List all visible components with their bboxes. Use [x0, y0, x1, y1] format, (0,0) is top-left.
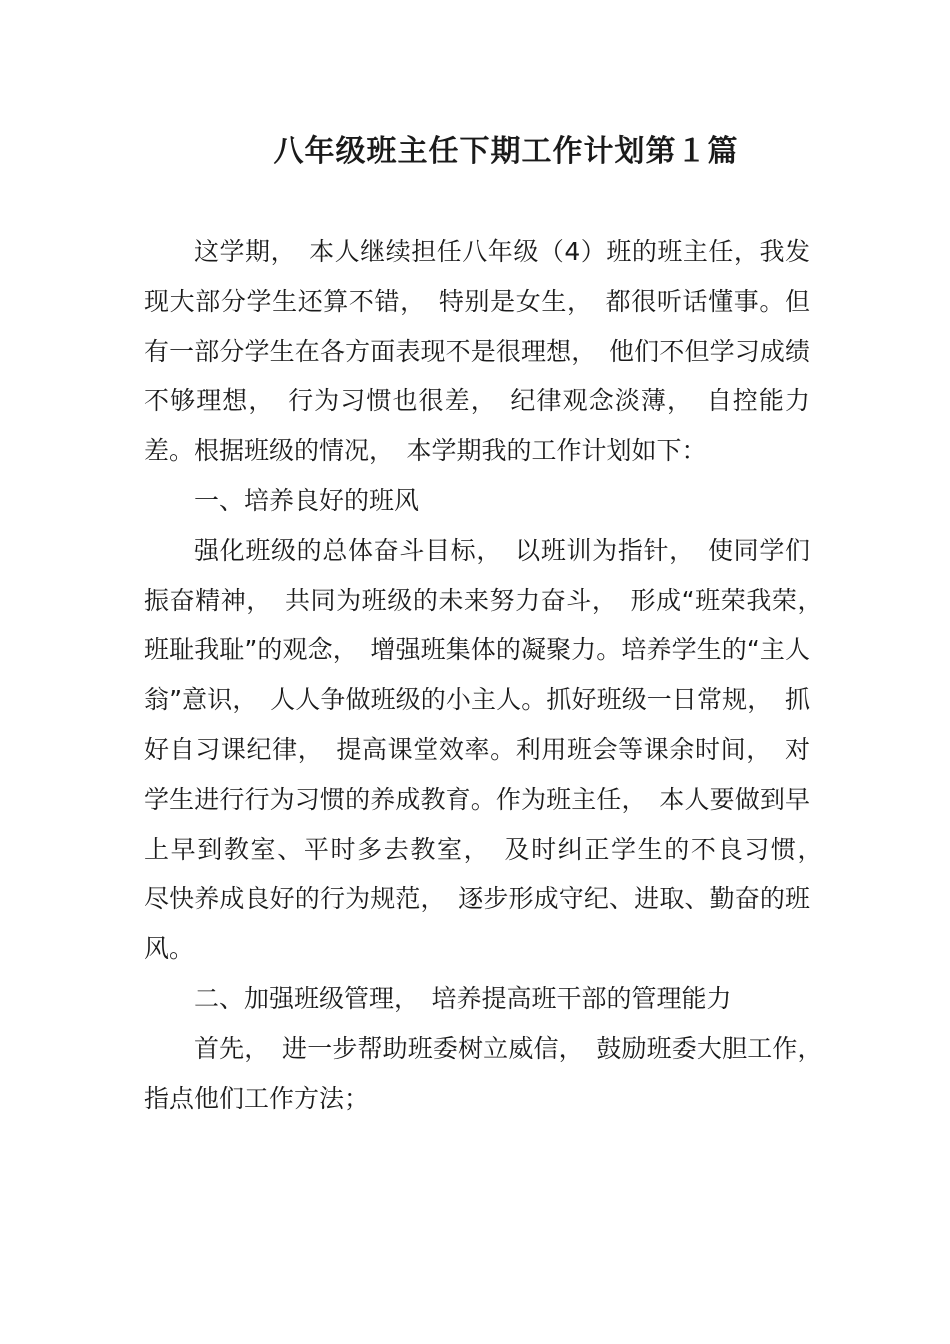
paragraph-class-management: 首先， 进一步帮助班委树立威信， 鼓励班委大胆工作， 指点他们工作方法；	[144, 1033, 836, 1113]
section-heading-2: 二、加强班级管理， 培养提高班干部的管理能力	[194, 983, 732, 1013]
document-title: 八年级班主任下期工作计划第１篇	[273, 134, 739, 169]
paragraph-intro: 这学期， 本人继续担任八年级（4）班的班主任，我发现大部分学生还算不错， 特别是女生， 都很听话懂事。但有一部分学生在各方面表现不是很理想， 他们不但学习成绩不够理想， 行为习惯也很差， 纪律观念淡薄， 自控能力差。根据班级的情况， 本学期我的工作计划如下：	[144, 237, 810, 466]
document-body	[144, 227, 836, 1123]
paragraph-class-spirit: 强化班级的总体奋斗目标， 以班训为指针， 使同学们振奋精神， 共同为班级的未来努力奋斗， 形成“班荣我荣， 班耻我耻”的观念， 增强班集体的凝聚力。培养学生的“主人翁”意识， 人人争做班级的小主人。抓好班级一日常规， 抓好自习课纪律， 提高课堂效率。利用班会等课余时间， 对学生进行行为习惯的养成教育。作为班主任， 本人要做到早上早到教室、平时多去教室， 及时纠正学生的不良习惯， 尽快养成良好的行为规范， 逐步形成守纪、进取、勤奋的班风。	[144, 535, 836, 964]
section-heading-1: 一、培养良好的班风	[194, 485, 420, 515]
